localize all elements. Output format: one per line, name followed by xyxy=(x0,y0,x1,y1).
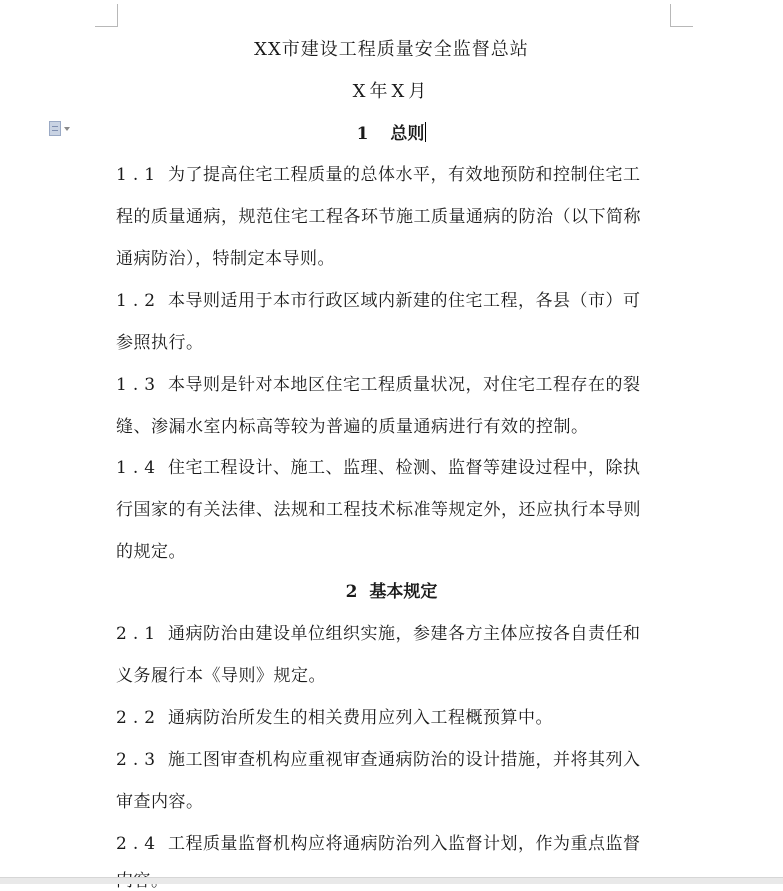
paragraph-line: 行国家的有关法律、法规和工程技术标准等规定外，还应执行本导则 xyxy=(116,500,641,520)
section-number: 2 xyxy=(345,582,358,602)
document-title: XX市建设工程质量安全监督总站 xyxy=(254,39,529,60)
clause-text: 通病防治所发生的相关费用应列入工程概预算中。 xyxy=(168,708,553,728)
horizontal-scrollbar[interactable] xyxy=(0,877,783,884)
section-heading-2 xyxy=(0,577,783,602)
clause-number: 1.3 xyxy=(116,375,162,395)
clause-number: 1.2 xyxy=(116,291,162,311)
paragraph-line: 通病防治），特制定本导则。 xyxy=(116,249,335,269)
paragraph-line xyxy=(116,286,676,311)
page-corner-mark-right xyxy=(670,4,693,27)
paragraph-line: 义务履行本《导则》规定。 xyxy=(116,666,326,686)
clause-number: 2.3 xyxy=(116,750,162,770)
paragraph-line xyxy=(116,160,676,185)
section-heading-1 xyxy=(0,119,783,144)
clause-number: 2.1 xyxy=(116,624,162,644)
clause-number: 1.4 xyxy=(116,458,162,478)
paragraph-line: 程的质量通病，规范住宅工程各环节施工质量通病的防治（以下简称 xyxy=(116,207,641,227)
paragraph-line xyxy=(116,703,676,728)
paragraph-line: 参照执行。 xyxy=(116,333,204,353)
document-date: X年X月 xyxy=(352,81,431,102)
page-corner-mark-left xyxy=(95,4,118,27)
clause-text: 施工图审查机构应重视审查通病防治的设计措施，并将其列入 xyxy=(168,750,641,770)
paragraph-line xyxy=(116,619,676,644)
paragraph-line: 审查内容。 xyxy=(116,792,204,812)
paragraph-line xyxy=(116,453,676,478)
clause-text: 本导则适用于本市行政区域内新建的住宅工程，各县（市）可 xyxy=(168,291,641,311)
clause-text: 通病防治由建设单位组织实施，参建各方主体应按各自责任和 xyxy=(168,624,641,644)
clause-number: 2.2 xyxy=(116,708,162,728)
section-number: 1 xyxy=(356,124,369,144)
paragraph-line: 的规定。 xyxy=(116,542,186,562)
paragraph-line xyxy=(116,745,676,770)
clause-text: 为了提高住宅工程质量的总体水平，有效地预防和控制住宅工 xyxy=(168,165,641,185)
clause-number: 2.4 xyxy=(116,834,162,854)
paragraph-line: 缝、渗漏水室内标高等较为普遍的质量通病进行有效的控制。 xyxy=(116,417,589,437)
clause-number: 1.1 xyxy=(116,165,162,185)
section-title: 总则 xyxy=(390,124,425,144)
clause-text: 工程质量监督机构应将通病防治列入监督计划，作为重点监督 xyxy=(168,834,641,854)
clause-text: 本导则是针对本地区住宅工程质量状况，对住宅工程存在的裂 xyxy=(168,375,641,395)
paragraph-line xyxy=(116,829,676,854)
text-cursor xyxy=(425,122,426,142)
paragraph-line xyxy=(116,370,676,395)
section-title: 基本规定 xyxy=(369,582,438,602)
clause-text: 住宅工程设计、施工、监理、检测、监督等建设过程中，除执 xyxy=(168,458,641,478)
